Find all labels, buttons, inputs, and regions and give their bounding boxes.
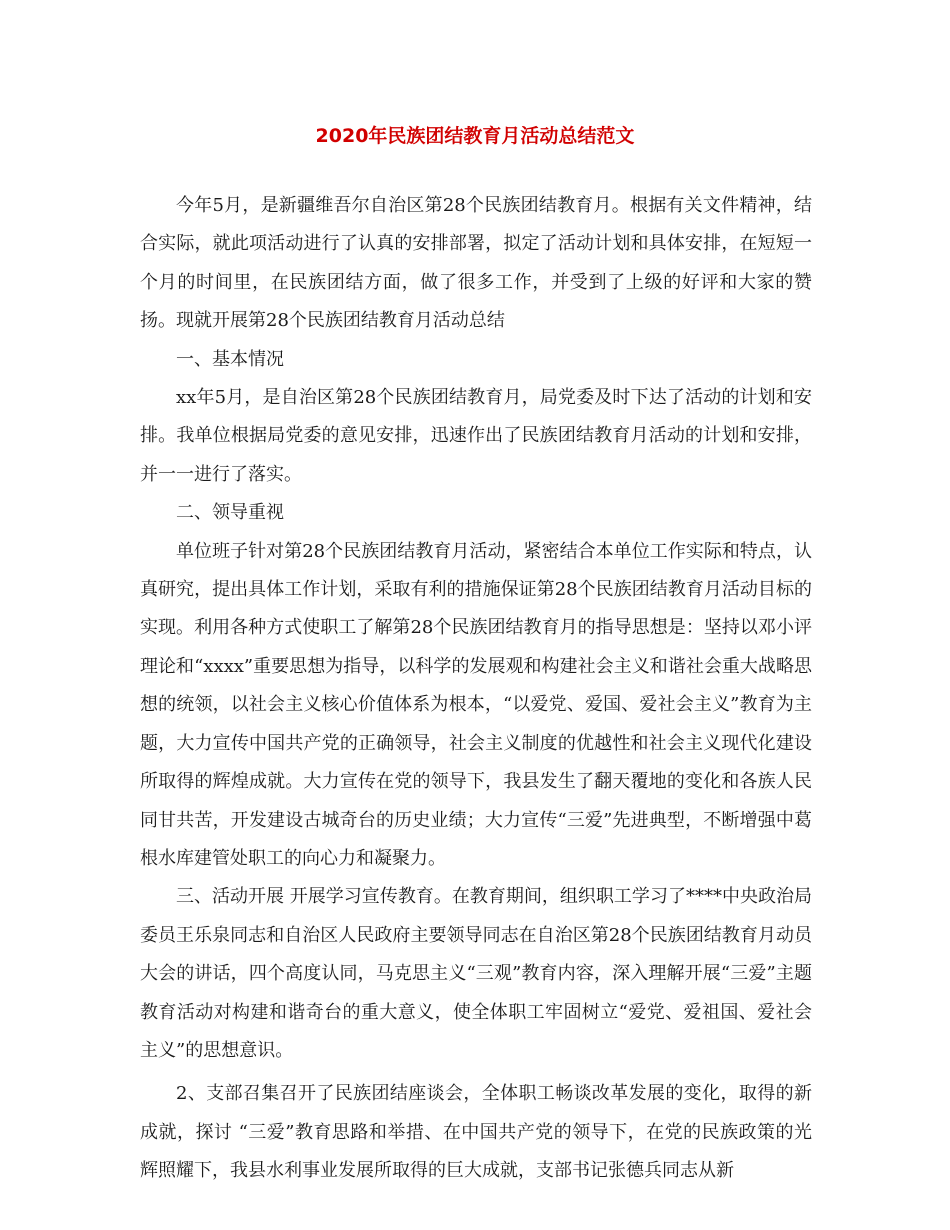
document-title: 2020年民族团结教育月活动总结范文 bbox=[315, 125, 635, 147]
paragraph-activities: 三、活动开展 开展学习宣传教育。在教育期间，组织职工学习了****中央政治局委员王乐泉同志和自治区人民政府主要领导同志在自治区第28个民族团结教育月动员大会的讲话，四个高度认同，马克思主义“三观”教育内容，深入理解开展“三爱”主题教育活动对构建和谐奇台的重大意义，使全体职工牢固树立“爱党、爱祖国、爱社会主义”的思想意识。 bbox=[140, 886, 812, 1061]
paragraph-leadership: 单位班子针对第28个民族团结教育月活动，紧密结合本单位工作实际和特点，认真研究，提出具体工作计划，采取有利的措施保证第28个民族团结教育月活动目标的实现。利用各种方式使职工了解第28个民族团结教育月的指导思想是：坚持以邓小评理论和“xxxx”重要思想为指导，以科学的发展观和构建社会主义和谐社会重大战略思想的统领，以社会主义核心价值体系为根本，“以爱党、爱国、爱社会主义”教育为主题，大力宣传中国共产党的正确领导，社会主义制度的优越性和社会主义现代化建设所取得的辉煌成就。大力宣传在党的领导下，我县发生了翻天覆地的变化和各族人民同甘共苦，开发建设古城奇台的历史业绩；大力宣传“三爱”先进典型，不断增强中葛根水库建管处职工的向心力和凝聚力。 bbox=[140, 540, 812, 869]
paragraph-symposium: 2、支部召集召开了民族团结座谈会，全体职工畅谈改革发展的变化，取得的新成就，探讨 “三爱”教育思路和举措、在中国共产党的领导下，在党的民族政策的光辉照耀下，我县水利事业发展所取得的巨大成就，支部书记张德兵同志从新 bbox=[140, 1083, 812, 1182]
paragraph-basic-situation: xx年5月，是自治区第28个民族团结教育月，局党委及时下达了活动的计划和安排。我单位根据局党委的意见安排，迅速作出了民族团结教育月活动的计划和安排，并一一进行了落实。 bbox=[140, 387, 812, 485]
document-body bbox=[140, 187, 812, 1191]
paragraph-intro: 今年5月，是新疆维吾尔自治区第28个民族团结教育月。根据有关文件精神，结合实际，就此项活动进行了认真的安排部署，拟定了活动计划和具体安排，在短短一个月的时间里，在民族团结方面，做了很多工作，并受到了上级的好评和大家的赞扬。现就开展第28个民族团结教育月活动总结 bbox=[140, 195, 812, 332]
heading-leadership: 二、领导重视 bbox=[176, 502, 284, 524]
heading-basic-situation: 一、基本情况 bbox=[176, 348, 284, 370]
